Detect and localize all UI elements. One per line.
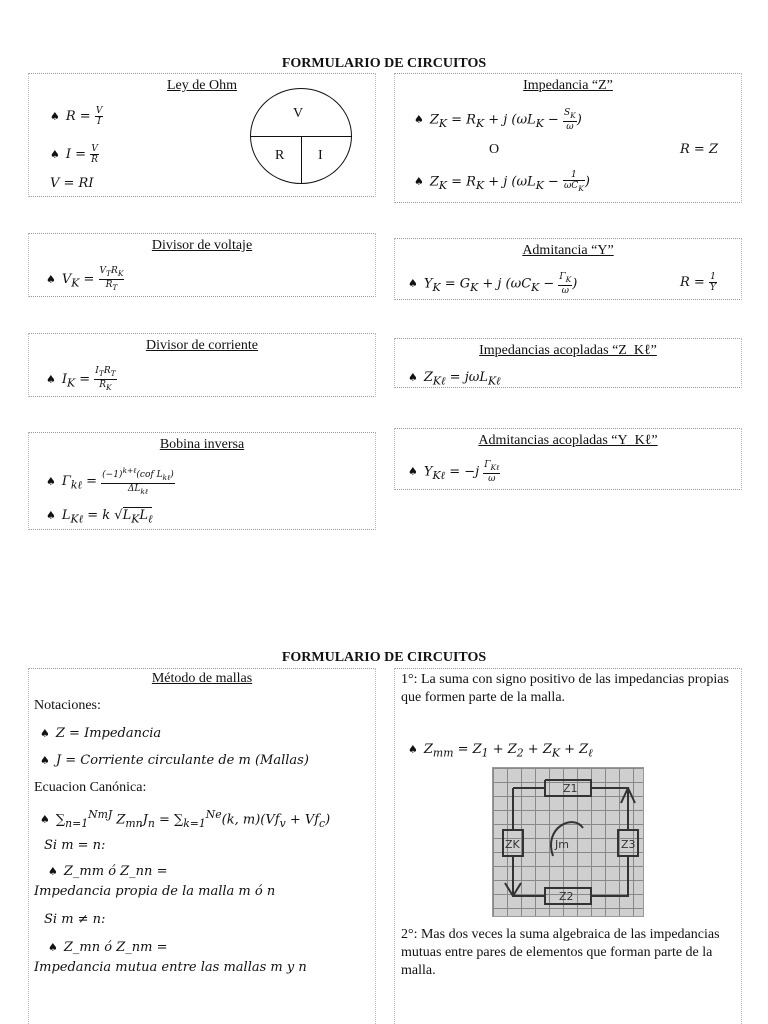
coupled-admittances-heading: Admitancias acopladas “Y_Kℓ” [478, 433, 658, 448]
coupled-impedances-formula: ♠ $Z_{K\ell} = j\omega L_{K\ell}$ [408, 370, 501, 388]
mesh-sketch [493, 768, 643, 916]
coupled-admittances-formula: ♠ $Y_{K\ell} = -j$ $\frac{\Gamma_{K\ell}}{\omega}$ [408, 460, 500, 484]
mesh-zmn-desc: Impedancia mutua entre las mallas m y n [34, 960, 307, 975]
ohm-formula-v: V = RI [50, 176, 94, 191]
ohm-divider-v [301, 136, 302, 184]
coupled-impedances-heading: Impedancias acopladas “Z_Kℓ” [479, 343, 657, 358]
admittance-heading: Admitancia “Y” [522, 243, 614, 258]
current-divider-heading: Divisor de corriente [146, 338, 258, 353]
sketch-label-z3: Z3 [621, 838, 636, 851]
mesh-equation: ♠ $\sum_{n=1}^{NmJ}$ $Z_{mn}J_n = \sum_{k=1}^{Ne}(k$, $m)(Vf_v + Vf_c)$ [40, 808, 331, 830]
ohm-formula-r: ♠ R = $\frac{V}{I}$ [50, 106, 103, 127]
mesh-canonical: Ecuacion Canónica: [34, 780, 147, 795]
ohm-label-v: V [293, 106, 304, 121]
admittance-r: R = $\frac{1}{Y}$ [680, 272, 716, 293]
impedance-r-eq-z: R = Z [680, 142, 718, 157]
mesh-sketch-photo [492, 767, 644, 917]
page2-title: FORMULARIO DE CIRCUITOS [281, 650, 487, 665]
rule-1: 1°: La suma con signo positivo de las impedancias propias que formen parte de la malla. [401, 672, 729, 705]
mesh-notations: Notaciones: [34, 698, 101, 713]
mesh-notation-z: ♠ Z = Impedancia [40, 726, 162, 741]
voltage-divider-formula: ♠ $V_K$ = $\frac{V_TR_K}{R_T}$ [46, 266, 124, 292]
voltage-divider-heading: Divisor de voltaje [151, 238, 253, 253]
mesh-if-equal: Si m = n: [44, 838, 106, 853]
inverse-coil-formula-1: ♠ $\Gamma_{k\ell}$ = $\frac{(-1)^{k+\ell}(cof L_{k\ell})}{\Delta L_{k\ell}}$ [46, 466, 174, 496]
ohm-heading: Ley de Ohm [167, 78, 237, 93]
sketch-label-z2: Z2 [559, 890, 574, 903]
page-title: FORMULARIO DE CIRCUITOS [281, 56, 487, 71]
inverse-coil-formula-2: ♠ $L_{K\ell} = k$ $√L_KL_\ell$ [46, 508, 153, 526]
mesh-notation-j: ♠ J = Corriente circulante de m (Mallas) [40, 753, 309, 768]
sketch-label-zk: ZK [505, 838, 520, 851]
mesh-zmm-desc: Impedancia propia de la malla m ó n [34, 884, 276, 899]
ohm-label-r: R [275, 148, 285, 163]
rule-1-equation: ♠ $Z_{mm} = Z_1 + Z_2 + Z_K + Z_\ell$ [408, 742, 593, 760]
mesh-heading: Método de mallas [151, 671, 253, 686]
impedance-formula-2: ♠ $Z_K = R_K + j$ ($\omega L_K$ − $\frac{1}{\omega C_K}$ ) [414, 170, 590, 193]
sketch-label-z1: Z1 [563, 782, 578, 795]
inverse-coil-heading: Bobina inversa [159, 437, 245, 452]
sketch-label-jm: Jm [555, 838, 569, 851]
impedance-formula-1: ♠ $Z_K = R_K + j$ ($\omega L_K$ − $\frac{S_K}{\omega}$ ) [414, 108, 582, 132]
mesh-zmm: ♠ Z_mm ó Z_nn = [48, 864, 168, 879]
impedance-heading: Impedancia “Z” [523, 78, 613, 93]
admittance-formula: ♠ $Y_K = G_K + j$ ($\omega C_K$ − $\frac{\Gamma_K}{\omega}$ ) [408, 272, 578, 296]
ohm-formula-i: ♠ I = $\frac{V}{R}$ [50, 144, 98, 165]
mesh-if-not-equal: Si m ≠ n: [44, 912, 106, 927]
mesh-zmn: ♠ Z_mn ó Z_nm = [48, 940, 168, 955]
current-divider-formula: ♠ $I_K$ = $\frac{I_TR_T}{R_K}$ [46, 366, 116, 392]
rule-2: 2°: Mas dos veces la suma algebraica de las impedancias mutuas entre pares de elementos que forman parte de la malla. [401, 927, 720, 978]
impedance-or: O [489, 142, 500, 157]
ohm-label-i: I [318, 148, 323, 163]
